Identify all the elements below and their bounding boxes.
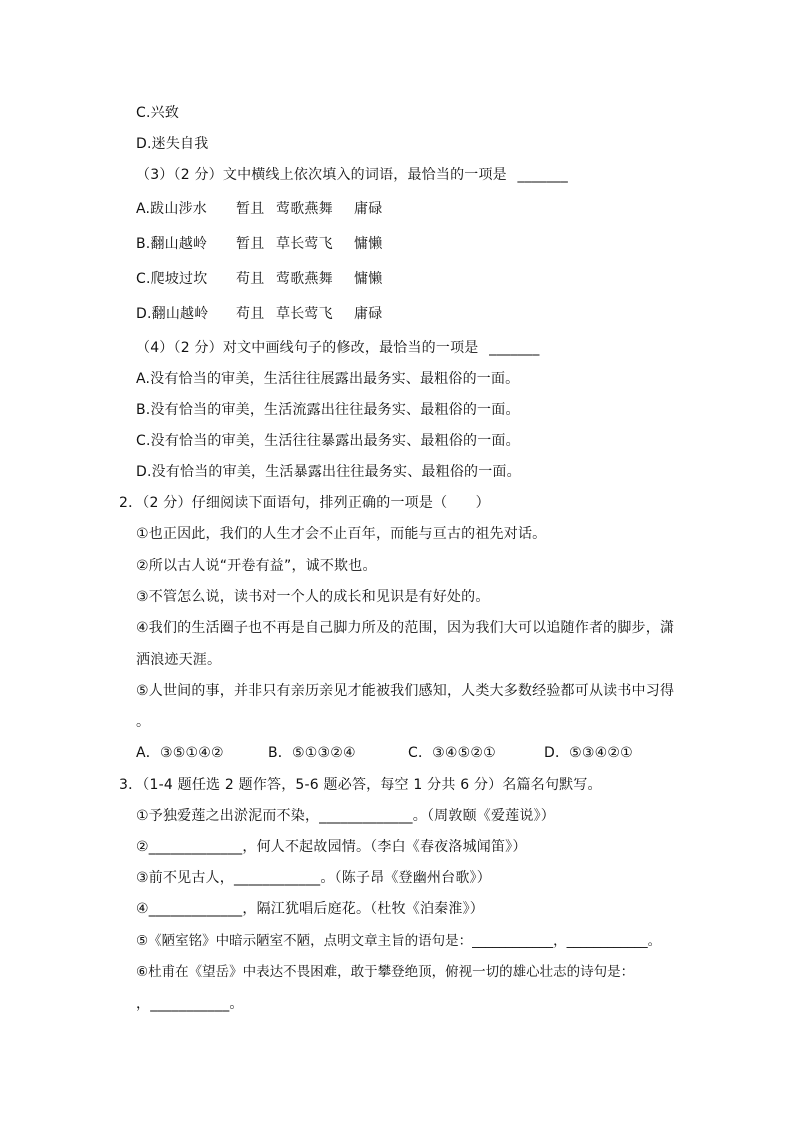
q3-item-3-text-a: ③前不见古人， (136, 870, 234, 886)
q2-option-a: A．③⑤①④② (136, 745, 224, 761)
q3-item-5-blank-1: ____________ (472, 933, 554, 949)
q1-part3-stem-text: （3）（2 分）文中横线上依次填入的词语，最恰当的一项是 (136, 167, 507, 183)
option-word: 庸碌 (354, 201, 383, 217)
q3-stem: 3．（1-4 题任选 2 题作答，5-6 题必答，每空 1 分共 6 分）名篇名句默写。 (119, 777, 602, 793)
q3-item-6-line1: ⑥杜甫在《望岳》中表达不畏困难，敢于攀登绝顶，俯视一切的雄心壮志的诗句是： (136, 964, 635, 980)
q3-item-6-text-c: 。 (229, 996, 244, 1012)
q2-sentence-3: ③不管怎么说，读书对一个人的成长和见识是有好处的。 (136, 589, 490, 605)
option-word: 庸碌 (354, 306, 383, 322)
q1-part3-option-a (136, 200, 382, 218)
option-word: 暂且 (236, 201, 265, 217)
q3-item-6-blank-1: ， (136, 996, 151, 1012)
q2-options (136, 744, 633, 762)
option-word: 慵懒 (354, 271, 383, 287)
q2-option-d: D．⑤③④②① (544, 745, 633, 761)
option-word: 莺歌燕舞 (276, 271, 333, 287)
q1-part4-stem (136, 339, 540, 357)
q1-part4-option-d: D.没有恰当的审美，生活暴露出往往最务实、最粗俗的一面。 (136, 464, 521, 480)
q2-option-b: B．⑤①③②④ (268, 745, 356, 761)
q3-item-5-text-b: ， (553, 933, 567, 949)
q1-part3-answer-blank: _______ (517, 167, 568, 183)
option-word: 草长莺飞 (276, 236, 333, 252)
q1-part4-option-a: A.没有恰当的审美，生活往往展露出最务实、最粗俗的一面。 (136, 371, 520, 387)
q3-item-6-line2 (136, 995, 244, 1013)
q2-sentence-1: ①也正因此，我们的人生才会不止百年，而能与亘古的祖先对话。 (136, 526, 547, 542)
q2-sentence-5-line2: 。 (136, 714, 151, 730)
option-word: 苟且 (236, 271, 265, 287)
q3-item-2-text-a: ② (136, 839, 149, 855)
q3-item-4-blank: _____________ (148, 901, 243, 917)
q1-part3-option-c (136, 270, 382, 288)
option-word: 慵懒 (354, 236, 383, 252)
q3-item-5-blank-2: ____________ (566, 933, 648, 949)
q1-part3-option-d (136, 305, 382, 323)
q3-item-3 (136, 869, 491, 887)
q3-item-5-text-c: 。 (647, 933, 662, 949)
option-word: 莺歌燕舞 (276, 201, 333, 217)
q2-stem: 2．（2 分）仔细阅读下面语句，排列正确的一项是（ ） (119, 495, 490, 511)
q1-part3-option-b (136, 235, 382, 253)
q3-item-6-blank-2: ___________ (150, 996, 230, 1012)
q3-item-5 (136, 932, 661, 950)
q1-part2-option-c: C.兴致 (136, 105, 180, 121)
q1-part3-stem (136, 166, 568, 184)
q2-option-c: C．③④⑤②① (408, 745, 496, 761)
q2-sentence-4-line2: 洒浪迹天涯。 (136, 652, 222, 668)
q1-part4-stem-text: （4）（2 分）对文中画线句子的修改，最恰当的一项是 (136, 340, 479, 356)
q2-sentence-2: ②所以古人说“开卷有益”，诚不欺也。 (136, 558, 377, 574)
option-label: A.跋山涉水 (136, 201, 207, 217)
q1-part4-option-c: C.没有恰当的审美，生活往往暴露出最务实、最粗俗的一面。 (136, 433, 520, 449)
q2-sentence-4-line1: ④我们的生活圈子也不再是自己脚力所及的范围，因为我们大可以追随作者的脚步，潇 (136, 620, 675, 636)
q3-item-1-text-a: ①予独爱莲之出淤泥而不染， (136, 808, 320, 824)
q3-item-4-text-a: ④ (136, 901, 149, 917)
option-label: B.翻山越岭 (136, 236, 208, 252)
q3-item-1-blank: _____________ (319, 808, 413, 824)
q1-part4-option-b: B.没有恰当的审美，生活流露出往往最务实、最粗俗的一面。 (136, 402, 520, 418)
q3-item-4-text-b: ，隔江犹唱后庭花。（杜牧《泊秦淮》） (242, 901, 484, 917)
q3-item-1 (136, 807, 555, 825)
q2-sentence-5-line1: ⑤人世间的事，并非只有亲历亲见才能被我们感知，人类大多数经验都可从读书中习得 (136, 683, 675, 699)
q3-item-2-blank: _____________ (148, 839, 243, 855)
q3-item-5-text-a: ⑤《陋室铭》中暗示陋室不陋，点明文章主旨的语句是： (136, 933, 473, 949)
q3-item-2-text-b: ，何人不起故园情。（李白《春夜洛城闻笛》） (242, 839, 527, 855)
q1-part4-answer-blank: _______ (489, 340, 540, 356)
option-word: 草长莺飞 (276, 306, 333, 322)
option-word: 苟且 (236, 306, 265, 322)
option-label: D.翻山越岭 (136, 306, 209, 322)
option-label: C.爬坡过坎 (136, 271, 208, 287)
q3-item-1-text-b: 。（周敦颐《爱莲说》） (412, 808, 555, 824)
option-word: 暂且 (236, 236, 265, 252)
q3-item-2 (136, 838, 527, 856)
q3-item-3-blank: ____________ (233, 870, 321, 886)
q3-item-3-text-b: 。（陈子昂《登幽州台歌》） (320, 870, 491, 886)
q3-item-4 (136, 900, 484, 918)
q1-part2-option-d: D.迷失自我 (136, 136, 209, 152)
